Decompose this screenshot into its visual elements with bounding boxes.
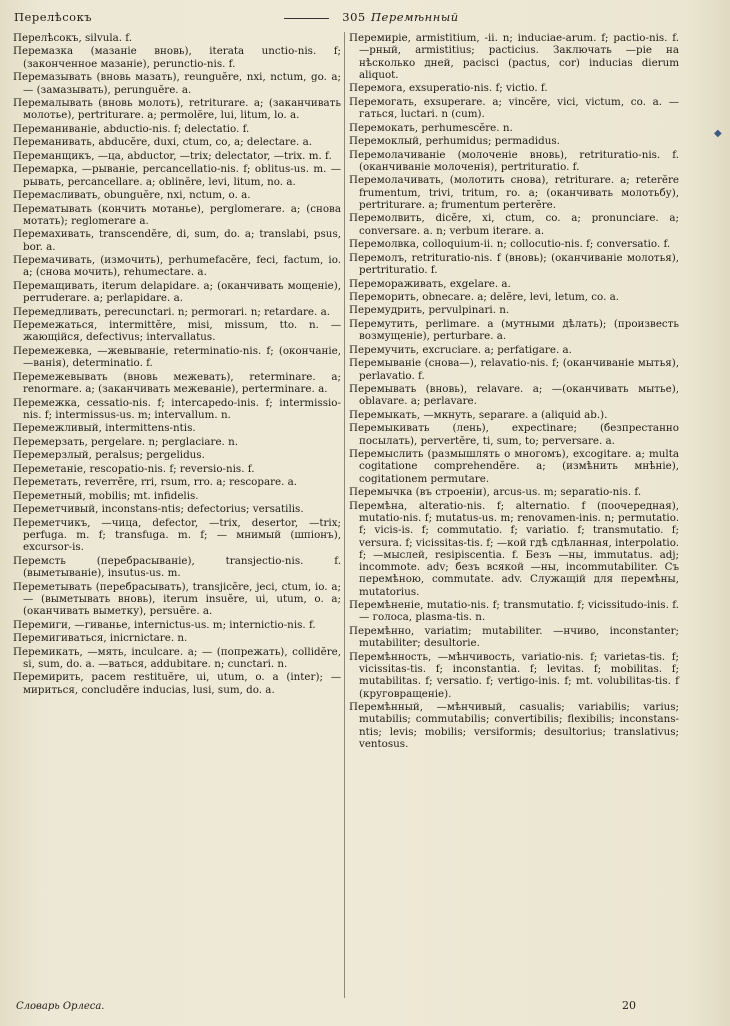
- dictionary-entry: Перемежка, cessatio-nis. f; intercapedo-inis. f; intermissio-nis. f; intermissus-us. m; intervallum. n.: [13, 396, 341, 421]
- dictionary-entry: Перемежевывать (вновь межевать), reterminare. a; renormare. a; (заканчивать межеваніе), perterminare. a.: [13, 370, 341, 396]
- dictionary-entry: Перемежевка, —жевываніе, reterminatio-nis. f; (окончаніе, —ванія), determinatio. f.: [13, 344, 341, 370]
- dictionary-entry: Перемиріе, armistitium, -ii. n; induciae-arum. f; pactio-nis. f. —рный, armistitius; pacticius. Заключать —ріе на нѣсколько дней, paciscі (pactus, cor) inducias dierum aliquot.: [349, 32, 679, 81]
- dictionary-entry: Перемолачивать, (молотить снова), retriturare. a; reterĕre frumentum, trivi, tritum, ro. a; (оканчивать молотьбу), pertriturare. a; frumentum perterĕre.: [349, 174, 679, 211]
- dictionary-entry: Перемалывать (вновь молоть), retriturare. a; (заканчивать молотье), pertriturare. a; permolĕre, lui, litum, lo. a.: [13, 97, 341, 122]
- dictionary-entry: Перемарка, —рываніе, percancellatio-nis. f; oblitus-us. m. —рывать, percancellare. a; oblinĕre, levi, litum, no. a.: [13, 163, 341, 188]
- footer-signature: Словарь Орлеса.: [16, 1001, 105, 1012]
- dictionary-entry: Перемога, exsuperatio-nis. f; victio. f.: [349, 82, 548, 95]
- dictionary-entry: Переметчивый, inconstans-ntis; defectorius; versatilis.: [13, 503, 304, 516]
- dictionary-entry: Перемолъ, retrituratio-nis. f (вновь); (оканчиваніе молотья), pertrituratio. f.: [349, 251, 679, 277]
- dictionary-entry: Перемыслить (размышлять о многомъ), excogitare. a; multa cogitatione comprehendĕre. a; (измѣнить мнѣніе), cogitationem permutare.: [349, 448, 679, 485]
- dictionary-entry: Перемыкивать (лень), expectinare; (безпрестанно посылать), pervertĕre, ti, sum, to; perversare. a.: [349, 422, 679, 447]
- dictionary-entry: Перемокать, perhumescĕre. n.: [349, 121, 513, 134]
- dictionary-entry: Перемирить, pacem restituĕre, ui, utum, o. a (inter); —мириться, concludĕre inducias, lusi, sum, do. a.: [13, 671, 341, 696]
- dictionary-entry: Перемутить, perlimare. a (мутными дѣлать); (произвесть возмущеніе), perturbare. a.: [349, 317, 679, 343]
- header-left-guideword: Перелѣсокъ: [14, 10, 93, 24]
- dictionary-entry: Перемасливать, obunguĕre, nxi, nctum, o. a.: [13, 189, 251, 202]
- left-column: [13, 32, 341, 697]
- dictionary-entry: Переметать, reverrĕre, rri, rsum, rro. a; rescopare. a.: [13, 476, 298, 489]
- dictionary-entry: Переманивать, abducĕre, duxi, ctum, co, a; delectare. a.: [13, 136, 312, 149]
- header-rule: [284, 18, 329, 19]
- dictionary-entry: Перемѣнно, variatim; mutabiliter. —нчиво, inconstanter; mutabiliter; desultorie.: [349, 624, 679, 650]
- dictionary-entry: Перемудрить, pervulpinari. n.: [349, 304, 510, 317]
- dictionary-entry: Перемахивать, transcendĕre, di, sum, do. a; translabi, psus, bor. a.: [13, 228, 341, 253]
- right-column: [349, 32, 679, 752]
- dictionary-entry: Перемыкать, —мкнуть, separare. a (aliquid ab.).: [349, 408, 608, 421]
- dictionary-entry: Перемерзлый, peralsus; pergelidus.: [13, 449, 205, 462]
- header-right-guideword: Перемѣнный: [371, 10, 459, 24]
- dictionary-entry: Перемѣненіе, mutatio-nis. f; transmutatio. f; vicissitudo-inis. f. — голоса, plasma-tis. n.: [349, 599, 679, 624]
- dictionary-entry: Перемащивать, iterum delapidare. a; (оканчивать мощеніе), perruderare. a; perlapidare. a.: [13, 279, 341, 305]
- dictionary-entry: Перемѣнность, —мѣнчивость, variatio-nis. f; varietas-tis. f; vicissitas-tis. f; inconstantia. f; levitas. f; mobilitas. f; mutabilitas. f; versatio. f; vertigo-inis. f; mt. volubilitas-tis. f (круговращеніе).: [349, 650, 679, 700]
- dictionary-entry: Переметывать (перебрасывать), transjicĕre, jeci, ctum, io. a; — (выметывать вновь), iterum insuĕre, ui, utum, o. a; (оканчивать выметку), persuĕre. a.: [13, 580, 341, 618]
- dictionary-entry: Перемѣнный, —мѣнчивый, casualis; variabilis; varius; mutabilis; commutabilis; convertibilis; flexibilis; inconstans-ntis; levis; mobilis; versiformis; desultorius; translativus; ventosus.: [349, 701, 679, 751]
- dictionary-entry: Переметаніе, rescopatio-nis. f; reversio-nis. f.: [13, 462, 255, 475]
- dictionary-entry: Переманиваніе, abductio-nis. f; delectatio. f.: [13, 122, 250, 135]
- ink-mark-icon: ◆: [714, 128, 722, 139]
- dictionary-entry: Перемазка (мазаніе вновь), iterata unctio-nis. f; (законченное мазаніе), perunctio-nis. f.: [13, 45, 341, 70]
- dictionary-entry: Перемачивать, (измочить), perhumefacĕre, feci, factum, io. a; (снова мочить), rehumectare. a.: [13, 254, 341, 279]
- dictionary-entry: Перемогать, exsuperare. a; vincĕre, vici, victum, co. a. —гаться, luctari. n (cum).: [349, 95, 679, 121]
- dictionary-entry: Перелѣсокъ, silvula. f.: [13, 32, 133, 44]
- dictionary-entry: Переметный, mobilis; mt. infidelis.: [13, 489, 199, 502]
- signature-number: 20: [622, 999, 636, 1012]
- dictionary-entry: Переметчикъ, —чица, defector, —trix, desertor, —trix; perfuga. m. f; transfuga. m. f; — мнимый (шпіонъ), excursor-is.: [13, 516, 341, 554]
- dictionary-entry: Перемывать (вновь), relavare. a; —(оканчивать мытье), oblavare. a; perlavare.: [349, 383, 679, 408]
- dictionary-entry: Переманщикъ, —ца, abductor, —trix; delectator, —trix. m. f.: [13, 149, 332, 162]
- page-number: 305: [342, 10, 366, 24]
- dictionary-entry: Перемолачиваніе (молоченіе вновь), retrituratio-nis. f. (оканчиваніе молоченія), pertrituratio. f.: [349, 148, 679, 173]
- dictionary-entry: Перемазывать (вновь мазать), reunguĕre, nxi, nctum, go. a; — (замазывать), perunguĕre. a.: [13, 71, 341, 96]
- dictionary-entry: Перемолвить, dicĕre, xi, ctum, co. a; pronunciare. a; conversare. a. n; verbum iterare. a.: [349, 212, 679, 237]
- dictionary-entry: Перемолвка, colloquium-ii. n; collocutio-nis. f; conversatio. f.: [349, 238, 671, 251]
- dictionary-entry: Перемежливый, intermittens-ntis.: [13, 422, 196, 435]
- dictionary-entry: Перемучить, excruciare. a; perfatigare. a.: [349, 343, 572, 356]
- dictionary-entry: Перемерзать, pergelare. n; perglaciare. n.: [13, 435, 239, 448]
- dictionary-entry: Перематывать (кончить мотанье), perglomerare. a; (снова мотать); reglomerare a.: [13, 202, 341, 227]
- dictionary-entry: Перемигиваться, inicrnictare. n.: [13, 632, 188, 645]
- dictionary-entry: Переморить, obnecare. a; delĕre, levi, letum, co. a.: [349, 291, 620, 303]
- dictionary-entry: Перемсть (перебрасываніе), transjectio-nis. f. (выметываніе), insutus-us. m.: [13, 554, 341, 580]
- dictionary-entry: Перемѣна, alteratio-nis. f; alternatio. f (поочередная), mutatio-nis. f; mutatus-us. m; renovamen-inis. n; permutatio. f; vicis-is. f; commutatio. f; variatio. f; transmutatio. f; versura. f; vicissitas-tis. f; —кой гдѣ сдѣланная, interpolatio. f; —мыслей, resipiscentia. f. Безъ —ны, immutatus. adj; incommote. adv; безъ всякой —ны, incommutabiliter. Съ перемѣною, commutate. adv. Служащій для перемѣны, mutatorius.: [349, 499, 680, 598]
- dictionary-entry: Перемикать, —мять, inculcare. a; — (попрежать), collidĕre, si, sum, do. a. —ваться, addubitare. n; cunctari. n.: [13, 645, 341, 670]
- dictionary-entry: Перемываніе (снова—), relavatio-nis. f; (оканчиваніе мытья), perlavatio. f.: [349, 357, 679, 382]
- dictionary-entry: Перемежаться, intermittĕre, misi, missum, tto. n. —жающійся, defectivus; intervallatus.: [13, 319, 341, 344]
- dictionary-entry: Перемиги, —гиваньe, internictus-us. m; internictio-nis. f.: [13, 618, 316, 631]
- running-header: [14, 6, 716, 32]
- dictionary-entry: Переморaживать, exgelare. a.: [349, 277, 511, 290]
- dictionary-entry: Перемычка (въ строеніи), arcus-us. m; separatio-nis. f.: [349, 486, 642, 499]
- dictionary-entry: Перемедливать, perecunctari. n; permorari. n; retardare. a.: [13, 305, 330, 318]
- dictionary-entry: Перемоклый, perhumidus; permadidus.: [349, 135, 560, 148]
- column-divider: [344, 32, 345, 998]
